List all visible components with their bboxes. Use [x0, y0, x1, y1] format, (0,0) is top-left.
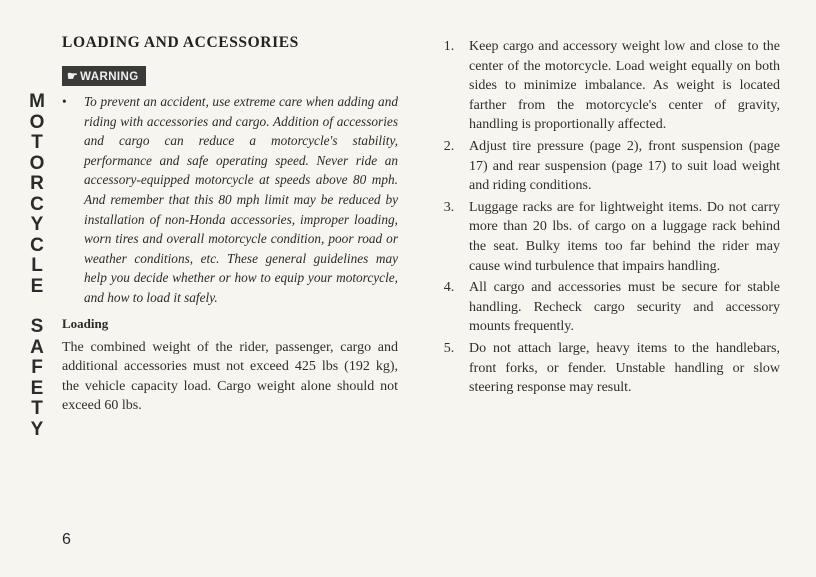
side-letter: T [31, 132, 43, 153]
loading-subheading: Loading [62, 315, 109, 331]
warning-badge [62, 66, 146, 86]
list-item-text: Do not attach large, heavy items to the handlebars, front forks, or fender. Unstable handling or slow steering response may result. [469, 340, 780, 396]
side-letter: T [31, 398, 43, 419]
warning-text: To prevent an accident, use extreme care when adding and riding with accessories and cargo. Addition of accessories and cargo can reduce a motorcycle's stability, performance and safe operating speed. Never ride an accessory-equipped motorcycle at speeds above 80 mph. And remember that this 80 mph limit may be reduced by installation of non-Honda accessories, improper loading, worn tires and overall motorcycle condition, poor road or weather conditions, etc. These general guidelines may help you decide whether or how to equip your motorcycle, and how to load it safely. [84, 94, 398, 305]
list-item [438, 278, 780, 337]
warning-text-block [62, 92, 398, 308]
bullet-mark: • [62, 94, 67, 109]
loading-paragraph: The combined weight of the rider, passenger, cargo and additional accessories must not exceed 425 lbs (192 kg), the vehicle capacity load. Cargo weight alone should not exceed 60 lbs. [62, 339, 398, 414]
list-item [438, 137, 780, 196]
side-letter: E [30, 275, 44, 297]
left-column [62, 34, 398, 416]
warning-label: WARNING [80, 71, 139, 83]
side-letter: C [30, 234, 44, 256]
side-letter: O [29, 152, 45, 174]
list-item [438, 339, 780, 398]
side-letter: R [30, 173, 44, 194]
side-letter: E [30, 377, 44, 399]
side-letter: O [29, 111, 45, 133]
side-letter: C [30, 193, 44, 215]
page-number: 6 [62, 531, 71, 548]
side-letter: M [29, 91, 45, 112]
list-item-number: 1. [443, 39, 455, 54]
side-letter: F [31, 357, 43, 378]
side-letter: L [31, 255, 43, 276]
side-letter: A [30, 336, 44, 358]
list-item-number: 5. [443, 340, 455, 356]
side-letter: S [30, 316, 44, 337]
list-item-text: Luggage racks are for lightweight items. Do not carry more than 20 lbs. of cargo on a luggage rack behind the seat. Bulky items too far behind the rider may cause wind turbulence that impairs handling. [469, 199, 780, 274]
list-item-text: Adjust tire pressure (page 2), front suspension (page 17) and rear suspension (page 17) to suit load weight and riding conditions. [469, 138, 780, 194]
warning-hand-icon: ☛ [67, 69, 79, 83]
side-vertical-label [27, 92, 47, 440]
list-item-number: 4. [443, 280, 455, 296]
list-item [438, 37, 780, 135]
list-item-number: 3. [443, 199, 455, 215]
list-item-text: Keep cargo and accessory weight low and close to the center of the motorcycle. Load weight equally on both sides to minimize imbalance. As weight is located farther from the motorcycle's center of gravity, handling is proportionally affected. [469, 39, 780, 133]
list-item-text: All cargo and accessories must be secure for stable handling. Recheck cargo security and accessory mounts frequently. [469, 280, 780, 335]
section-title: LOADING AND ACCESSORIES [62, 34, 299, 51]
side-letter: Y [30, 418, 44, 440]
list-item [438, 198, 780, 276]
side-letter: Y [30, 214, 44, 235]
right-column [438, 37, 780, 400]
list-item-number: 2. [443, 138, 455, 154]
